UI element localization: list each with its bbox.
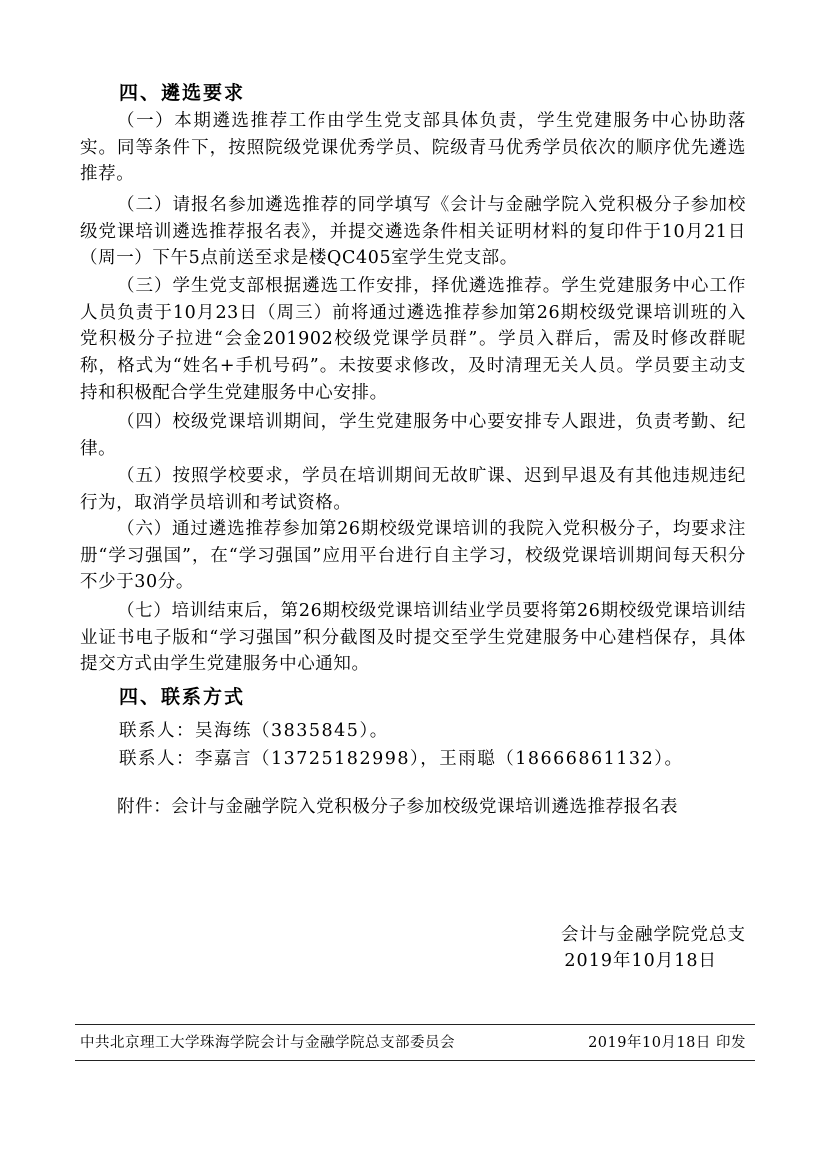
paragraph-2: （二）请报名参加遴选推荐的同学填写《会计与金融学院入党积极分子参加校级党课培训遴选推荐报名表》，并提交遴选条件相关证明材料的复印件于10月21日（周一）下午5点前送至求是楼QC405室学生党支部。	[80, 195, 746, 269]
section-heading-contact: 四、联系方式	[119, 686, 246, 708]
paragraph-3: （三）学生党支部根据遴选工作安排，择优遴选推荐。学生党建服务中心工作人员负责于10月23日（周三）前将通过遴选推荐参加第26期校级党课培训班的入党积极分子拉进“会金201902校级党课学员群”。学员入群后，需及时修改群昵称，格式为“姓名+手机号码”。未按要求修改，及时清理无关人员。学员要主动支持和积极配合学生党建服务中心安排。	[80, 276, 746, 403]
section-heading-requirements: 四、遴选要求	[119, 82, 246, 104]
footer-top-rule	[75, 1024, 755, 1025]
footer-bottom-rule	[75, 1060, 755, 1061]
paragraph-7: （七）培训结束后，第26期校级党课培训结业学员要将第26期校级党课培训结业证书电子版和“学习强国”积分截图及时提交至学生党建服务中心建档保存，具体提交方式由学生党建服务中心通知。	[80, 601, 746, 675]
contact-line-2: 联系人：李嘉言（13725182998），王雨聪（18666861132）。	[119, 749, 684, 769]
attachment-note: 附件：会计与金融学院入党积极分子参加校级党课培训遴选推荐报名表	[117, 797, 679, 817]
paragraph-4: （四）校级党课培训期间，学生党建服务中心要安排专人跟进，负责考勤、纪律。	[80, 412, 746, 459]
paragraph-6: （六）通过遴选推荐参加第26期校级党课培训的我院入党积极分子，均要求注册“学习强国”，在“学习强国”应用平台进行自主学习，校级党课培训期间每天积分不少于30分。	[80, 519, 746, 593]
contact-line-1: 联系人：吴海练（3835845）。	[119, 721, 389, 741]
paragraph-5: （五）按照学校要求，学员在培训期间无故旷课、迟到早退及有其他违规违纪行为，取消学员培训和考试资格。	[80, 466, 746, 513]
paragraph-1: （一）本期遴选推荐工作由学生党支部具体负责，学生党建服务中心协助落实。同等条件下，按照院级党课优秀学员、院级青马优秀学员依次的顺序优先遴选推荐。	[80, 111, 746, 185]
footer-issuer: 中共北京理工大学珠海学院会计与金融学院总支部委员会	[80, 1035, 455, 1051]
footer-print-date: 2019年10月18日 印发	[588, 1035, 746, 1051]
signature-org: 会计与金融学院党总支	[561, 925, 746, 945]
signature-date: 2019年10月18日	[564, 951, 717, 971]
